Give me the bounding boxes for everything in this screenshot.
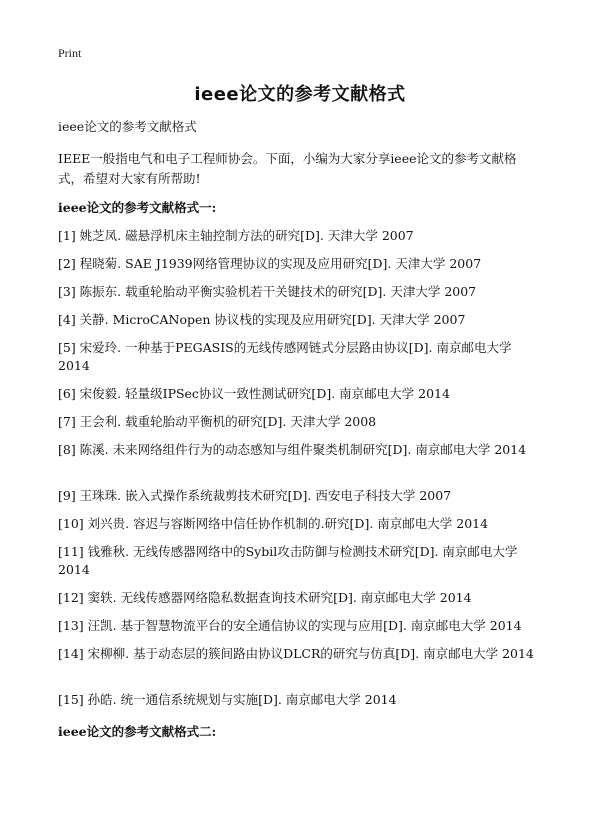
reference-list — [58, 227, 542, 709]
section-heading-1: ieee论文的参考文献格式一: — [58, 200, 217, 215]
reference-item: [6] 宋俊毅. 轻量级IPSec协议一致性测试研究[D]. 南京邮电大学 2014 — [58, 386, 450, 401]
reference-item: [5] 宋爱玲. 一种基于PEGASIS的无线传感网链式分层路由协议[D]. 南京邮电大学 2014 — [58, 340, 512, 373]
reference-item: [11] 钱雅秋. 无线传感器网络中的Sybil攻击防御与检测技术研究[D]. 南京邮电大学 2014 — [58, 544, 518, 577]
reference-item: [2] 程晓菊. SAE J1939网络管理协议的实现及应用研究[D]. 天津大学 2007 — [58, 256, 482, 271]
reference-item: [4] 关静. MicroCANopen 协议栈的实现及应用研究[D]. 天津大学 2007 — [58, 312, 466, 327]
reference-item: [1] 姚芝凤. 磁悬浮机床主轴控制方法的研究[D]. 天津大学 2007 — [58, 228, 414, 243]
reference-item: [3] 陈振东. 载重轮胎动平衡实验机若干关键技术的研究[D]. 天津大学 2007 — [58, 284, 477, 299]
section-heading-2: ieee论文的参考文献格式二: — [58, 724, 217, 739]
reference-item: [10] 刘兴贵. 容迟与容断网络中信任协作机制的.研究[D]. 南京邮电大学 2014 — [58, 516, 489, 531]
intro-paragraph: IEEE一般指电气和电子工程师协会。下面，小编为大家分享ieee论文的参考文献格式，希望对大家有所帮助! — [58, 151, 517, 186]
reference-item: [9] 王珠珠. 嵌入式操作系统裁剪技术研究[D]. 西安电子科技大学 2007 — [58, 488, 452, 503]
print-link[interactable]: Print — [58, 46, 82, 60]
reference-item: [13] 汪凯. 基于智慧物流平台的安全通信协议的实现与应用[D]. 南京邮电大学 2014 — [58, 618, 522, 633]
reference-item: [7] 王会利. 载重轮胎动平衡机的研究[D]. 天津大学 2008 — [58, 414, 377, 429]
reference-item: [14] 宋柳柳. 基于动态层的簇间路由协议DLCR的研究与仿真[D]. 南京邮电大学 2014 — [58, 646, 534, 661]
reference-item: [8] 陈溪. 未来网络组件行为的动态感知与组件聚类机制研究[D]. 南京邮电大学 2014 — [58, 442, 527, 457]
subtitle: ieee论文的参考文献格式 — [58, 119, 197, 134]
reference-item: [15] 孙皓. 统一通信系统规划与实施[D]. 南京邮电大学 2014 — [58, 692, 397, 707]
page-title: ieee论文的参考文献格式 — [194, 84, 406, 105]
reference-item: [12] 窦轶. 无线传感器网络隐私数据查询技术研究[D]. 南京邮电大学 2014 — [58, 590, 472, 605]
